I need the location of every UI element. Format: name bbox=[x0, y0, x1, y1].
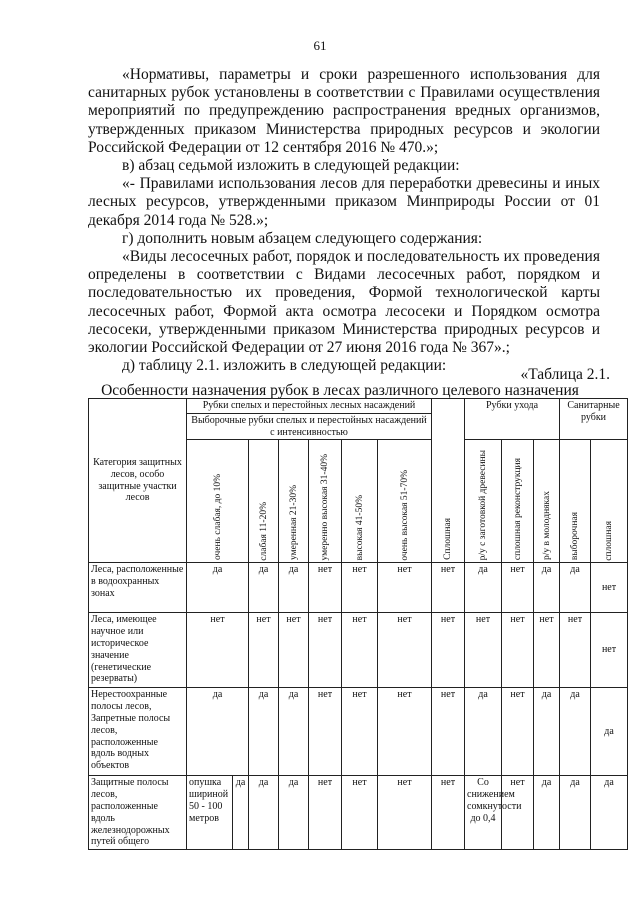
col-header-8: р/у с заготовкой древесины bbox=[465, 440, 502, 563]
category-header: Категория защитных лесов, особо защитные участки лесов bbox=[89, 399, 187, 563]
paragraph-4: г) дополнить новым абзацем следующего содержания: bbox=[122, 229, 483, 247]
row-cell: нет bbox=[342, 776, 378, 850]
col-header-7: Сплошная bbox=[432, 399, 465, 563]
row-category: Леса, расположенные в водоохранных зонах bbox=[89, 563, 187, 613]
row-cell: да bbox=[465, 563, 502, 613]
row-cell: нет bbox=[465, 613, 502, 688]
row-cell: нет bbox=[502, 613, 534, 688]
paragraph-3: «- Правилами использования лесов для переработки древесины и иных лесных ресурсов, утвержденными приказом Минприроды России от 01 декабря 2014 года № 528.»; bbox=[88, 175, 600, 229]
cutting-table bbox=[88, 398, 628, 850]
group-care-header: Рубки ухода bbox=[465, 399, 560, 440]
row-cell: нет bbox=[502, 688, 534, 776]
row-cell: да bbox=[279, 563, 309, 613]
row-cell: да bbox=[279, 776, 309, 850]
row-cell: да bbox=[233, 776, 249, 850]
col-header-6: очень высокая 51-70% bbox=[378, 440, 432, 563]
row-cell: да bbox=[560, 776, 591, 850]
row-cell: нет bbox=[249, 613, 279, 688]
row-cell: нет bbox=[432, 776, 465, 850]
table-row bbox=[89, 563, 628, 613]
row-cell: нет bbox=[432, 563, 465, 613]
col-header-11: выборочная bbox=[560, 440, 591, 563]
table-row bbox=[89, 613, 628, 688]
row-cell: да bbox=[560, 688, 591, 776]
row-cell: нет bbox=[309, 613, 342, 688]
col-header-10: р/у в молодняках bbox=[534, 440, 560, 563]
row-cell: нет bbox=[309, 563, 342, 613]
col-header-12: сплошная bbox=[591, 440, 628, 563]
subgroup-selective-header: Выборочные рубки спелых и перестойных насаждений с интенсивностью bbox=[187, 413, 432, 440]
row-split-cell: опушка шириной 50 - 100 метров bbox=[187, 776, 233, 850]
row-cell: нет bbox=[432, 688, 465, 776]
paragraph-6: д) таблицу 2.1. изложить в следующей редакции: bbox=[122, 357, 447, 375]
row-cell: да bbox=[560, 563, 591, 613]
row-cell: нет bbox=[342, 613, 378, 688]
col-header-3: умеренная 21-30% bbox=[279, 440, 309, 563]
page-number: 61 bbox=[313, 38, 327, 53]
row-category: Леса, имеющее научное или историческое значение (генетические резерваты) bbox=[89, 613, 187, 688]
row-cell: да bbox=[187, 688, 249, 776]
row-cell: да bbox=[534, 776, 560, 850]
row-cell: Со снижением сомкнутости до 0,4 bbox=[465, 776, 502, 850]
group-sanitary-header: Санитарные рубки bbox=[560, 399, 628, 440]
row-cell: нет bbox=[187, 613, 249, 688]
col-header-5: высокая 41-50% bbox=[342, 440, 378, 563]
row-cell: нет bbox=[378, 776, 432, 850]
paragraph-1: «Нормативы, параметры и сроки разрешенного использования для санитарных рубок установлены в соответствии с Правилами осуществления мероприятий по предупреждению распространения вредных организмов, утвержденных приказом Министерства природных ресурсов и экологии Российской Федерации от 12 сентября 2016 № 470.»; bbox=[88, 66, 600, 156]
row-cell: нет bbox=[309, 688, 342, 776]
table-number: «Таблица 2.1. bbox=[520, 366, 610, 383]
row-cell: нет bbox=[502, 776, 534, 850]
table-title: Особенности назначения рубок в лесах различного целевого назначения bbox=[101, 382, 579, 399]
row-cell: нет bbox=[309, 776, 342, 850]
row-cell: нет bbox=[342, 688, 378, 776]
table-row bbox=[89, 688, 628, 776]
row-cell: да bbox=[591, 776, 628, 850]
row-cell: нет bbox=[378, 613, 432, 688]
row-cell: нет bbox=[432, 613, 465, 688]
row-cell: нет bbox=[534, 613, 560, 688]
row-category: Защитные полосы лесов, расположенные вдоль железнодорожных путей общего bbox=[89, 776, 187, 850]
row-cell: нет bbox=[502, 563, 534, 613]
table-row bbox=[89, 776, 628, 850]
row-cell: нет bbox=[279, 613, 309, 688]
col-header-2: слабая 11-20% bbox=[249, 440, 279, 563]
col-header-4: умеренно высокая 31-40% bbox=[309, 440, 342, 563]
row-cell: нет bbox=[560, 613, 591, 688]
row-cell: да bbox=[591, 688, 628, 776]
row-cell: да bbox=[249, 563, 279, 613]
row-category: Нерестоохранные полосы лесов, Запретные полосы лесов, расположенные вдоль водных объектов bbox=[89, 688, 187, 776]
row-cell: нет bbox=[591, 613, 628, 688]
row-cell: да bbox=[187, 563, 249, 613]
row-cell: да bbox=[534, 688, 560, 776]
col-header-9: сплошная реконструкция bbox=[502, 440, 534, 563]
row-cell: да bbox=[534, 563, 560, 613]
row-cell: да bbox=[249, 688, 279, 776]
row-cell: нет bbox=[378, 688, 432, 776]
col-header-1: очень слабая, до 10% bbox=[187, 440, 249, 563]
row-cell: да bbox=[465, 688, 502, 776]
paragraph-5: «Виды лесосечных работ, порядок и последовательность их проведения определены в соответствии с Видами лесосечных работ, порядком и последовательностью их проведения, Формой технологической карты лесосечных работ, Формой акта осмотра лесосеки и Порядком осмотра лесосеки, утвержденными приказом Министерства природных ресурсов и экологии Российской Федерации от 27 июня 2016 года № 367».; bbox=[88, 248, 600, 357]
row-cell: нет bbox=[591, 563, 628, 613]
document-body bbox=[88, 66, 600, 375]
row-cell: да bbox=[279, 688, 309, 776]
group-mature-header: Рубки спелых и перестойных лесных насаждений bbox=[187, 399, 432, 414]
row-cell: да bbox=[249, 776, 279, 850]
row-cell: нет bbox=[342, 563, 378, 613]
paragraph-2: в) абзац седьмой изложить в следующей редакции: bbox=[122, 157, 460, 175]
row-cell: нет bbox=[378, 563, 432, 613]
